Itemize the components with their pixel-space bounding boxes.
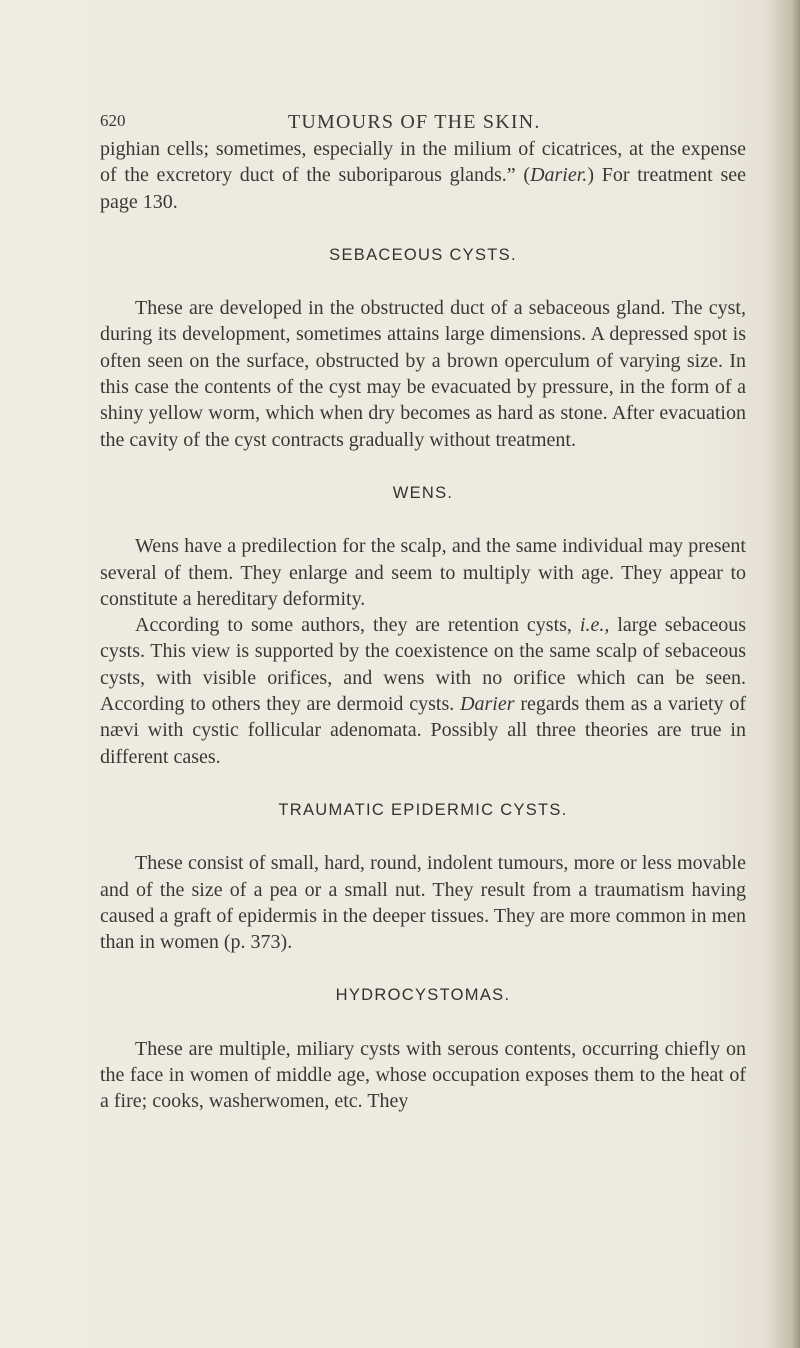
sebaceous-cysts-paragraph: These are developed in the obstructed duct of a sebaceous gland. The cyst, during its development, sometimes attains large dimensions. A depressed spot is often seen on the surface, obstructed by a brown operculum of varying size. In this case the contents of the cyst may be evacuated by pressure, in the form of a shiny yellow worm, which when dry becomes as hard as stone. After evacuation the cavity of the cyst contracts gradually without treatment. — [100, 297, 746, 451]
author-name: Darier — [460, 693, 515, 716]
wens-paragraph-1: Wens have a predilection for the scalp, and the same individual may present several of them. They enlarge and seem to multiply with age. They appear to constitute a hereditary deformity. — [100, 535, 746, 610]
body-text — [100, 136, 746, 1115]
ie-abbreviation: i.e., — [579, 614, 610, 637]
wens-paragraph-2: According to some authors, they are retention cysts, i.e., large sebaceous cysts. This view is supported by the coexistence on the same scalp of sebaceous cysts, with visible orifices, and wens with no orifice which can be seen. According to others they are dermoid cysts. Darier regards them as a variety of nævi with cystic follicular adenomata. Possibly all three theories are true in different cases. — [100, 614, 747, 768]
heading-hydrocystomas: HYDROCYSTOMAS. — [335, 986, 511, 1005]
heading-sebaceous-cysts: SEBACEOUS CYSTS. — [329, 245, 517, 264]
page-edge-shadow — [766, 0, 800, 1348]
intro-paragraph: pighian cells; sometimes, especially in the milium of cicatrices, at the expense of the excretory duct of the suboriparous glands.” (Darier.) For treatment see page 130. — [100, 138, 747, 213]
page-number: 620 — [100, 111, 126, 130]
traumatic-epidermic-cysts-paragraph: These consist of small, hard, round, indolent tumours, more or less movable and of the size of a pea or a small nut. They result from a traumatism having caused a graft of epidermis in the deeper tissues. They are more common in men than in women (p. 373). — [100, 852, 746, 954]
running-title: TUMOURS OF THE SKIN. — [288, 111, 541, 133]
author-name: Darier. — [530, 164, 588, 187]
hydrocystomas-paragraph: These are multiple, miliary cysts with serous contents, occurring chiefly on the face in women of middle age, whose occupation exposes them to the heat of a fire; cooks, washerwomen, etc. They — [100, 1037, 746, 1113]
heading-wens: WENS. — [392, 483, 454, 502]
heading-traumatic-epidermic-cysts: TRAUMATIC EPIDERMIC CYSTS. — [278, 800, 568, 819]
running-head — [100, 111, 725, 135]
